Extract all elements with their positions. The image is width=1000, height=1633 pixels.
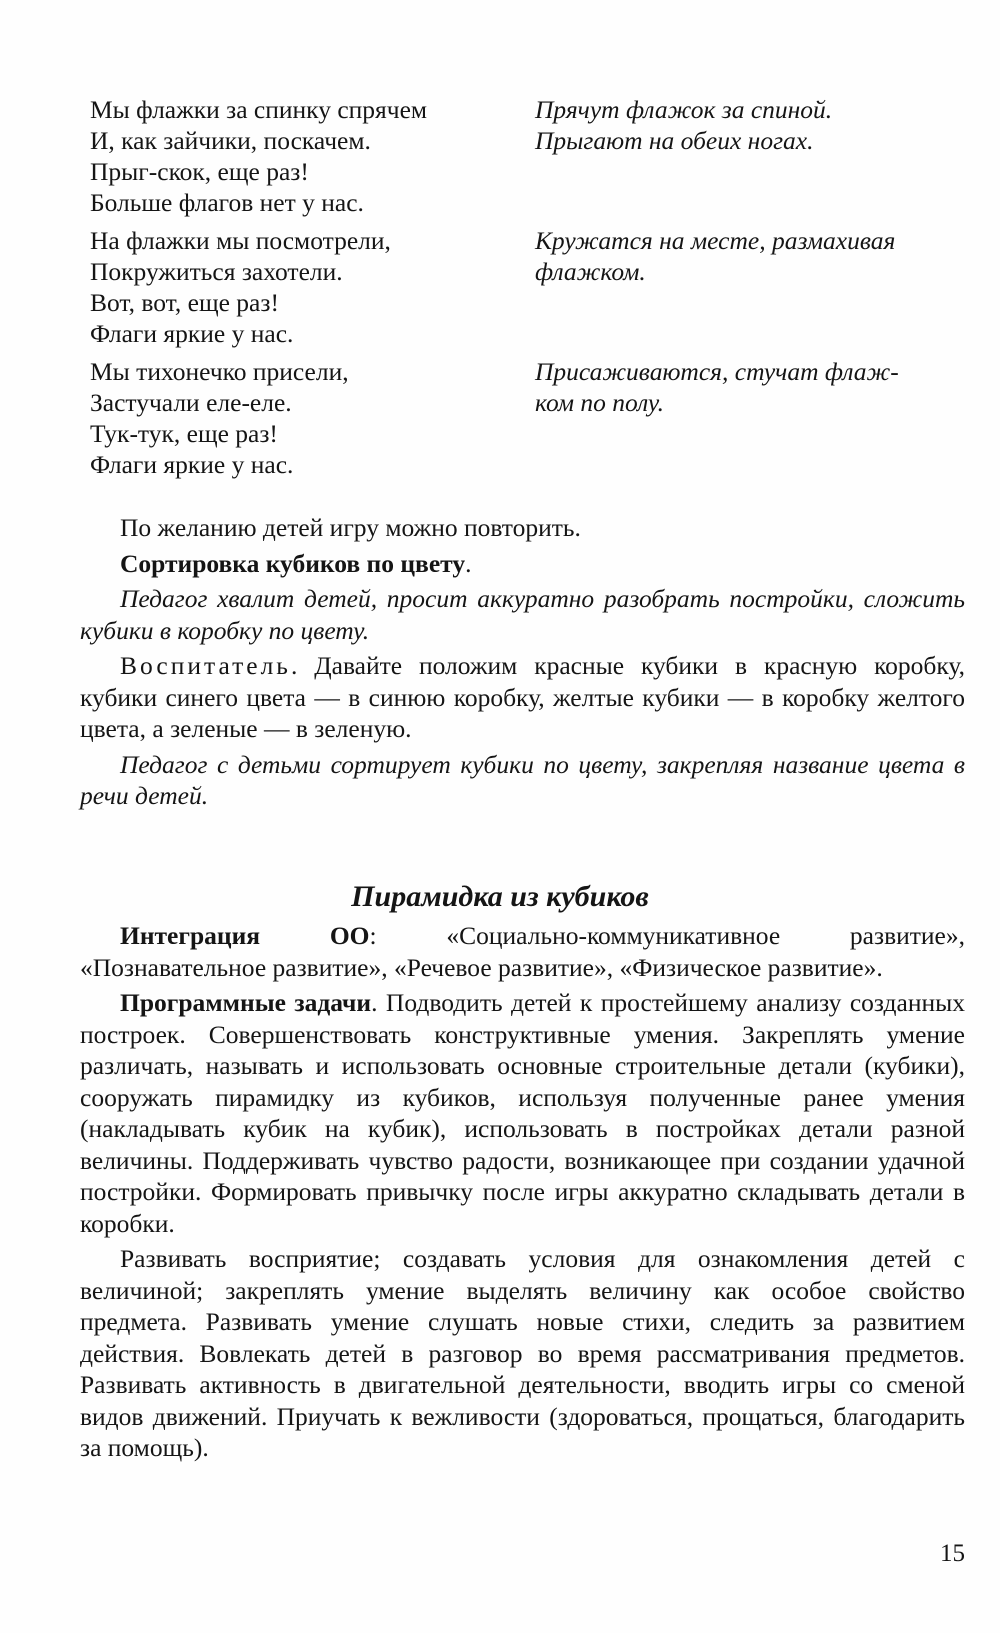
poem-line: Прыг-скок, еще раз! <box>90 157 309 186</box>
poem-line: На флажки мы посмотрели, <box>90 226 391 255</box>
sort-title-dot: . <box>465 548 472 578</box>
stanza-action <box>535 356 955 480</box>
tasks-label: Программные задачи <box>120 988 372 1017</box>
teacher-speech <box>80 650 965 745</box>
develop-paragraph: Развивать восприятие; создавать условия для ознакомления детей с величиной; закреплять умение выделять величину как особое свойство предмета. Развивать умение слушать новые стихи, следить за развитием действия. Вовлекать детей в разговор во время рассматривания предметов. Развивать активность в двигательной деятельности, вводить игры со сменой видов движений. Приучать к вежливости (здороваться, прощаться, благодарить за помощь). <box>80 1244 965 1462</box>
stanza-lines <box>90 225 535 349</box>
poem-line: И, как зайчики, поскачем. <box>90 126 371 155</box>
poem-stanza-3 <box>90 356 970 480</box>
closing-note: Педагог с детьми сортирует кубики по цвету, закрепляя название цвета в речи детей. <box>80 749 965 810</box>
poem-line: Тук-тук, еще раз! <box>90 419 278 448</box>
section-pyramid <box>80 920 965 1468</box>
integration-text: : «Социально-коммуникативное развитие», «Познавательное развитие», «Речевое развитие», «Физическое развитие». <box>80 921 965 982</box>
poem-line: Покружиться захотели. <box>90 257 343 286</box>
stanza-lines <box>90 94 535 218</box>
poem <box>90 94 970 487</box>
integration-label: Интеграция ОО <box>120 921 370 950</box>
tasks-text: . Подводить детей к простейшему анализу созданных построек. Совершенствовать конструктивные умения. Закреплять умение различать, называть и использовать основные строительные детали (кубики), сооружать пирамидку из кубиков, используя полученные ранее умения (накладывать кубик на кубик), использовать в постройках детали разной величины. Поддерживать чувство радости, возникающее при создании удачной постройки. Формировать привычку после игры аккуратно складывать детали в коробки. <box>80 988 965 1238</box>
poem-line: Больше флагов нет у нас. <box>90 188 364 217</box>
tasks-paragraph <box>80 987 965 1239</box>
sort-heading <box>80 548 965 580</box>
action-line: флажком. <box>535 257 646 286</box>
sort-title: Сортировка кубиков по цвету <box>120 548 466 578</box>
speaker-label: Воспитатель <box>120 651 291 680</box>
action-line: Прыгают на обеих ногах. <box>535 126 814 155</box>
repeat-note: По желанию детей игру можно повторить. <box>120 513 581 542</box>
stanza-lines <box>90 356 535 480</box>
poem-line: Застучали еле-еле. <box>90 388 292 417</box>
poem-line: Вот, вот, еще раз! <box>90 288 279 317</box>
action-line: ком по полу. <box>535 388 664 417</box>
poem-line: Флаги яркие у нас. <box>90 319 294 348</box>
section-title: Пирамидка из кубиков <box>351 880 649 913</box>
poem-line: Флаги яркие у нас. <box>90 450 294 479</box>
sort-instruction: Педагог хвалит детей, просит аккуратно разобрать постройки, сложить кубики в коробку по цвету. <box>80 584 965 645</box>
poem-stanza-1 <box>90 94 970 218</box>
poem-line: Мы тихонечко присели, <box>90 357 349 386</box>
stanza-action <box>535 94 955 218</box>
page-number: 15 <box>940 1540 965 1567</box>
action-line: Прячут флажок за спиной. <box>535 95 833 124</box>
poem-line: Мы флажки за спинку спрячем <box>90 95 428 124</box>
poem-stanza-2 <box>90 225 970 349</box>
section-sorting <box>80 512 965 816</box>
stanza-action <box>535 225 955 349</box>
integration-paragraph <box>80 920 965 983</box>
action-line: Кружатся на месте, размахивая <box>535 226 896 255</box>
speech-text: . Давайте положим красные кубики в красную коробку, кубики синего цвета — в синюю коробку, желтые кубики — в коробку желтого цвета, а зеленые — в зеленую. <box>80 651 965 743</box>
action-line: Присаживаются, стучат флаж- <box>535 357 899 386</box>
